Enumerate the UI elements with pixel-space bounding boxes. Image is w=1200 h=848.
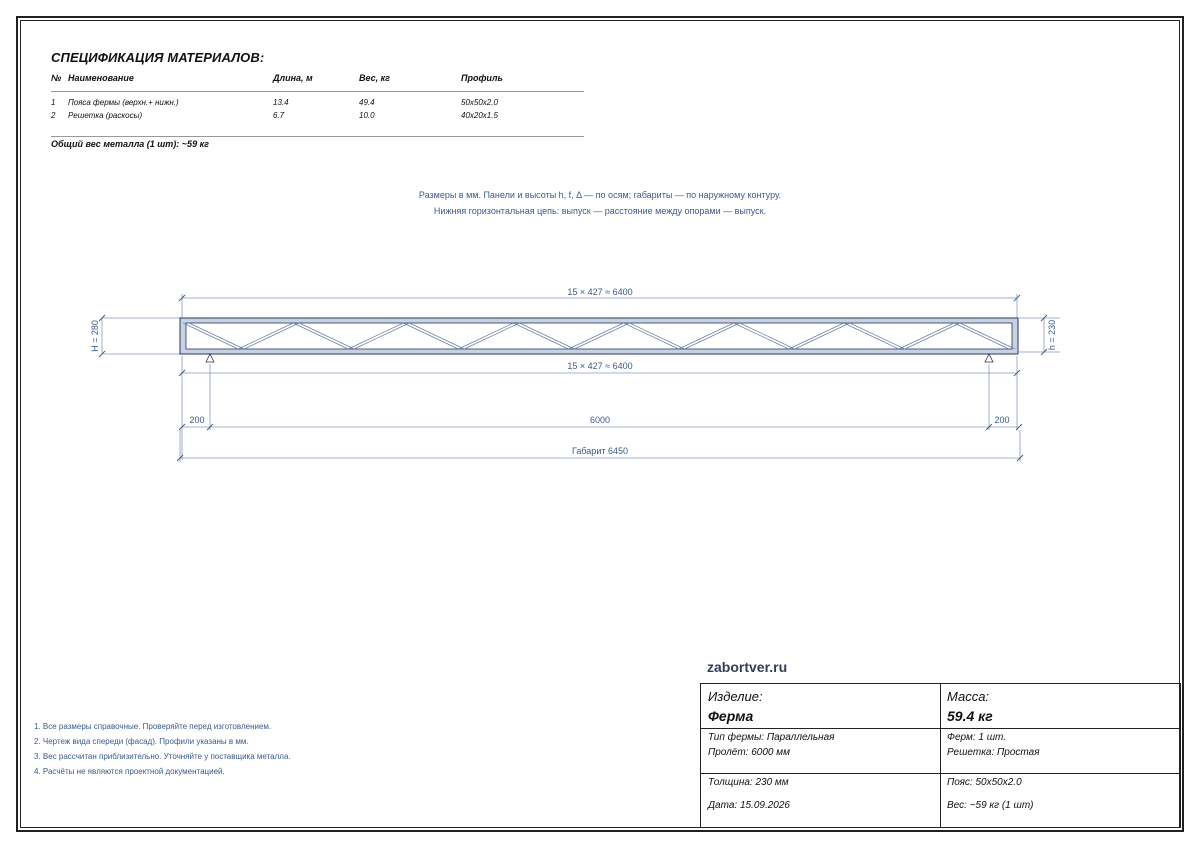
spec-col-length: Длина, м <box>273 73 313 83</box>
span-value: Пролёт: 6000 мм <box>708 747 790 758</box>
remark-item: 1. Все размеры справочные. Проверяйте перед изготовлением. <box>34 722 272 731</box>
title-block <box>700 683 1181 828</box>
top-chain-label: 15 × 427 ≈ 6400 <box>567 287 633 297</box>
spec-col-num: № <box>51 73 62 83</box>
overall-label: Габарит 6450 <box>571 446 629 456</box>
overhang-right-label: 200 <box>994 415 1010 425</box>
remark-item: 4. Расчёты не являются проектной документацией. <box>34 767 225 776</box>
remark-item: 2. Чертеж вида спереди (фасад). Профили указаны в мм. <box>34 737 249 746</box>
spec-row-weight: 49.4 <box>359 98 375 107</box>
spec-col-name: Наименование <box>68 73 134 83</box>
bottom-chain-label: 15 × 427 ≈ 6400 <box>567 361 633 371</box>
site-name: zabortver.ru <box>707 659 788 675</box>
spec-row-num: 1 <box>51 98 56 107</box>
height-left-label: H = 280 <box>90 320 100 352</box>
mass-value: 59.4 кг <box>947 708 993 724</box>
drawing-note-2: Нижняя горизонтальная цепь: выпуск — расстояние между опорами — выпуск. <box>433 206 767 216</box>
product-label: Изделие: <box>708 689 763 704</box>
product-value: Ферма <box>708 708 754 724</box>
spec-row-profile: 50x50x2.0 <box>461 98 498 107</box>
span-label: 6000 <box>589 415 611 425</box>
truss-type: Тип фермы: Параллельная <box>708 732 835 743</box>
support-left-marker <box>206 354 214 362</box>
remark-item: 3. Вес рассчитан приблизительно. Уточняйте у поставщика металла. <box>34 752 291 761</box>
spec-row-name: Пояса фермы (верхн.+ нижн.) <box>68 98 179 107</box>
specification-title: СПЕЦИФИКАЦИЯ МАТЕРИАЛОВ: <box>51 50 265 65</box>
height-right-label: h = 230 <box>1047 319 1057 351</box>
support-right-marker <box>985 354 993 362</box>
chord-profile: Пояс: 50x50x2.0 <box>947 777 1022 788</box>
spec-col-weight: Вес, кг <box>359 73 390 83</box>
spec-row-weight: 10.0 <box>359 111 375 120</box>
truss-count: Ферм: 1 шт. <box>947 732 1007 743</box>
lattice-type: Решетка: Простая <box>947 747 1040 758</box>
spec-row-num: 2 <box>51 111 56 120</box>
drawing-note-1: Размеры в мм. Панели и высоты h, f, Δ — по осям; габариты — по наружному контуру. <box>418 190 782 200</box>
spec-row-profile: 40x20x1.5 <box>461 111 498 120</box>
spec-row-name: Решетка (раскосы) <box>68 111 143 120</box>
overhang-left-label: 200 <box>189 415 205 425</box>
spec-col-profile: Профиль <box>461 73 503 83</box>
weight-value: Вес: ~59 кг (1 шт) <box>947 800 1034 811</box>
spec-row-length: 6.7 <box>273 111 285 120</box>
spec-row-length: 13.4 <box>273 98 289 107</box>
truss-inner-opening <box>186 323 1012 349</box>
mass-label: Масса: <box>947 689 990 704</box>
remarks-list <box>34 719 291 779</box>
date-value: Дата: 15.09.2026 <box>708 800 790 811</box>
spec-total-weight: Общий вес металла (1 шт): ~59 кг <box>51 139 209 149</box>
thickness-value: Толщина: 230 мм <box>708 777 789 788</box>
